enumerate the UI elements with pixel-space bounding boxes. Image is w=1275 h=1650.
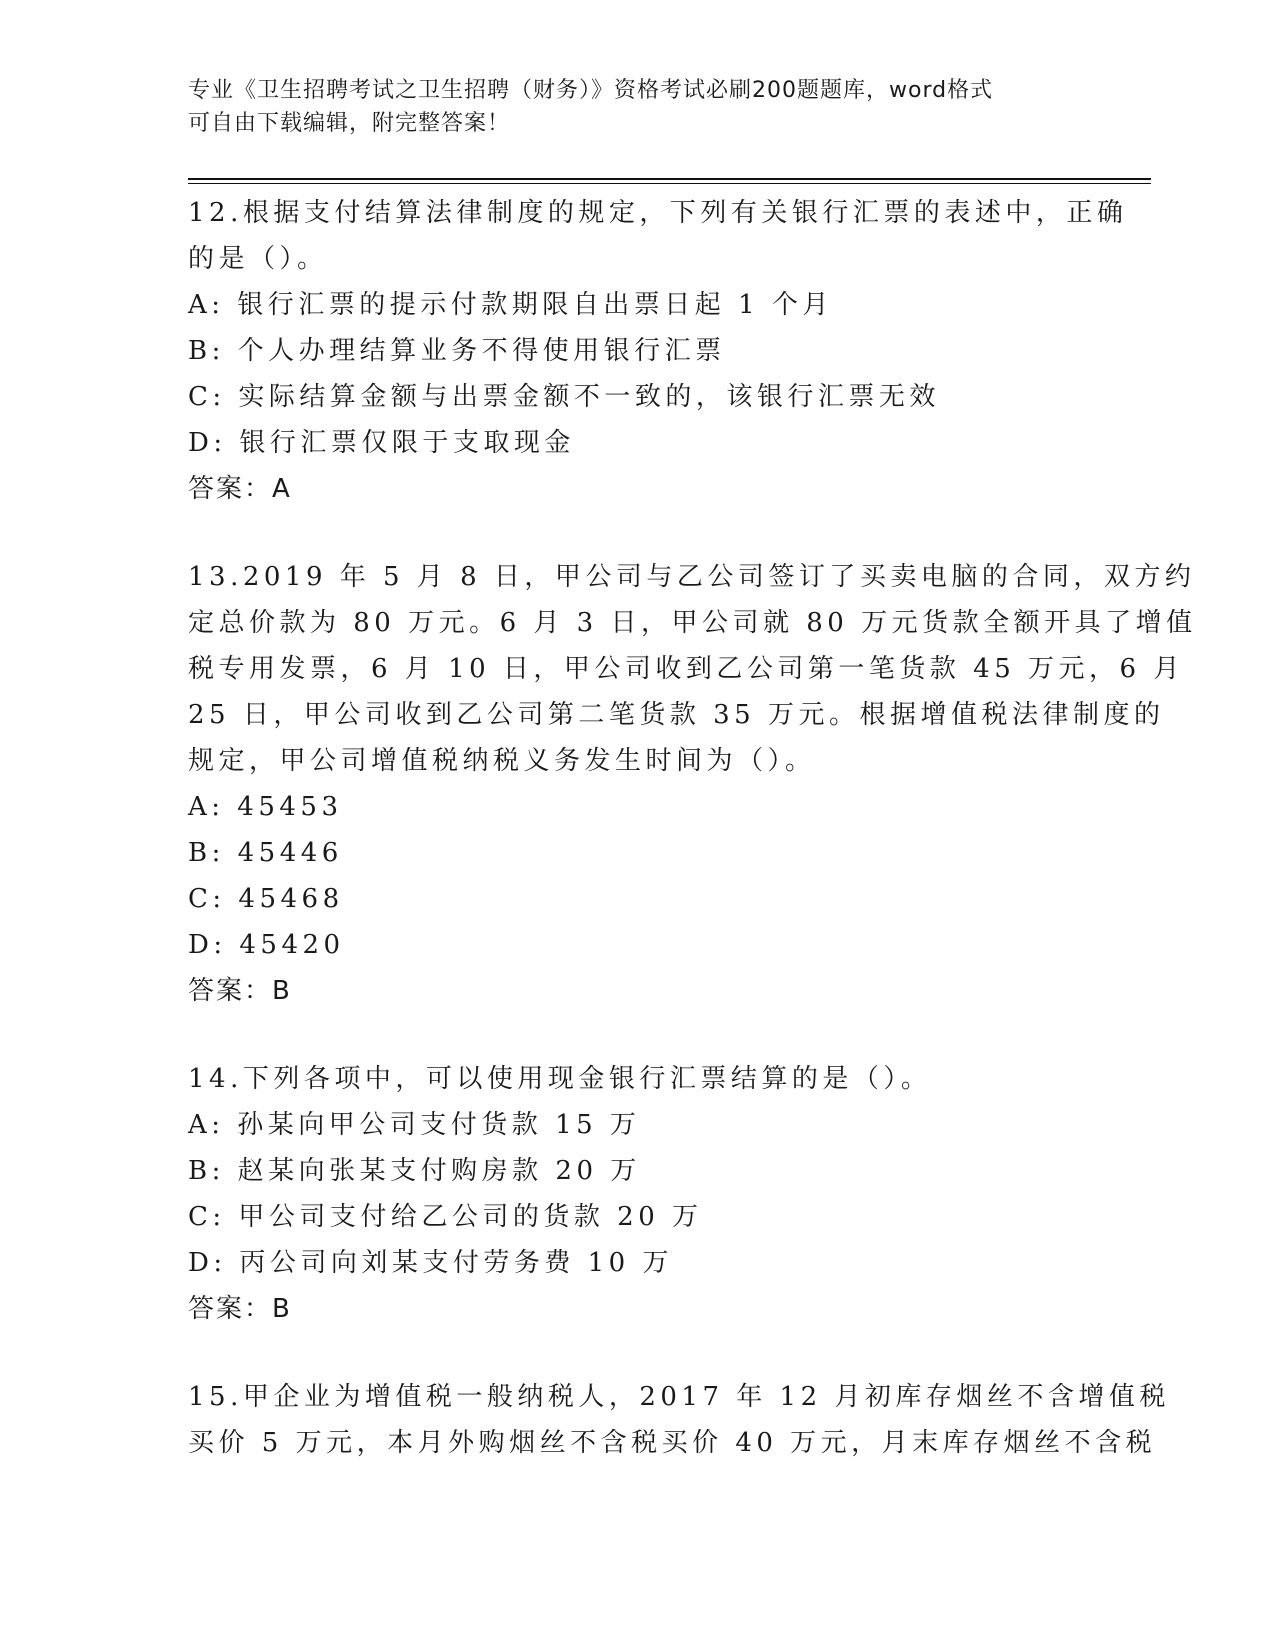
answer-line: 答案：B [188, 1294, 292, 1324]
option-b: B: 个人办理结算业务不得使用银行汇票 [188, 336, 726, 366]
option-d: D: 银行汇票仅限于支取现金 [188, 428, 575, 458]
question-14 [188, 1056, 1088, 1332]
option-a: A: 45453 [188, 792, 343, 822]
question-15 [188, 1374, 1170, 1466]
question-list [188, 190, 1197, 1466]
question-stem-line: 13.2019 年 5 月 8 日，甲公司与乙公司签订了买卖电脑的合同，双方约 [188, 562, 1196, 592]
question-stem-line: 税专用发票，6 月 10 日，甲公司收到乙公司第一笔货款 45 万元，6 月 [188, 654, 1184, 684]
option-a: A: 银行汇票的提示付款期限自出票日起 1 个月 [188, 290, 833, 320]
question-stem-line: 25 日，甲公司收到乙公司第二笔货款 35 万元。根据增值税法律制度的 [188, 700, 1165, 730]
option-b: B: 45446 [188, 838, 343, 868]
option-d: D: 丙公司向刘某支付劳务费 10 万 [188, 1248, 673, 1278]
header-divider-thick [188, 178, 1151, 180]
header-divider-thin [188, 183, 1151, 184]
option-c: C: 甲公司支付给乙公司的货款 20 万 [188, 1202, 703, 1232]
question-13 [188, 554, 1197, 1014]
question-stem-line: 14.下列各项中，可以使用现金银行汇票结算的是（）。 [188, 1064, 932, 1094]
option-a: A: 孙某向甲公司支付货款 15 万 [188, 1110, 641, 1140]
document-header [188, 74, 1088, 140]
question-12 [188, 190, 1128, 512]
question-stem-line: 15.甲企业为增值税一般纳税人，2017 年 12 月初库存烟丝不含增值税 [188, 1382, 1170, 1412]
option-b: B: 赵某向张某支付购房款 20 万 [188, 1156, 641, 1186]
question-stem-line: 规定，甲公司增值税纳税义务发生时间为（）。 [188, 746, 816, 776]
question-stem-line: 12.根据支付结算法律制度的规定，下列有关银行汇票的表述中，正确 [188, 198, 1128, 228]
option-d: D: 45420 [188, 930, 345, 960]
question-stem-line: 定总价款为 80 万元。6 月 3 日，甲公司就 80 万元货款全额开具了增值 [188, 608, 1197, 638]
question-stem-line: 的是（）。 [188, 244, 328, 274]
answer-line: 答案：A [188, 474, 292, 504]
answer-line: 答案：B [188, 976, 292, 1006]
option-c: C: 45468 [188, 884, 344, 914]
option-c: C: 实际结算金额与出票金额不一致的，该银行汇票无效 [188, 382, 940, 412]
header-line-1: 专业《卫生招聘考试之卫生招聘（财务）》资格考试必刷200题题库，word格式 [188, 78, 994, 103]
question-stem-line: 买价 5 万元，本月外购烟丝不含税买价 40 万元，月末库存烟丝不含税 [188, 1428, 1157, 1458]
header-line-2: 可自由下载编辑，附完整答案！ [188, 111, 511, 136]
